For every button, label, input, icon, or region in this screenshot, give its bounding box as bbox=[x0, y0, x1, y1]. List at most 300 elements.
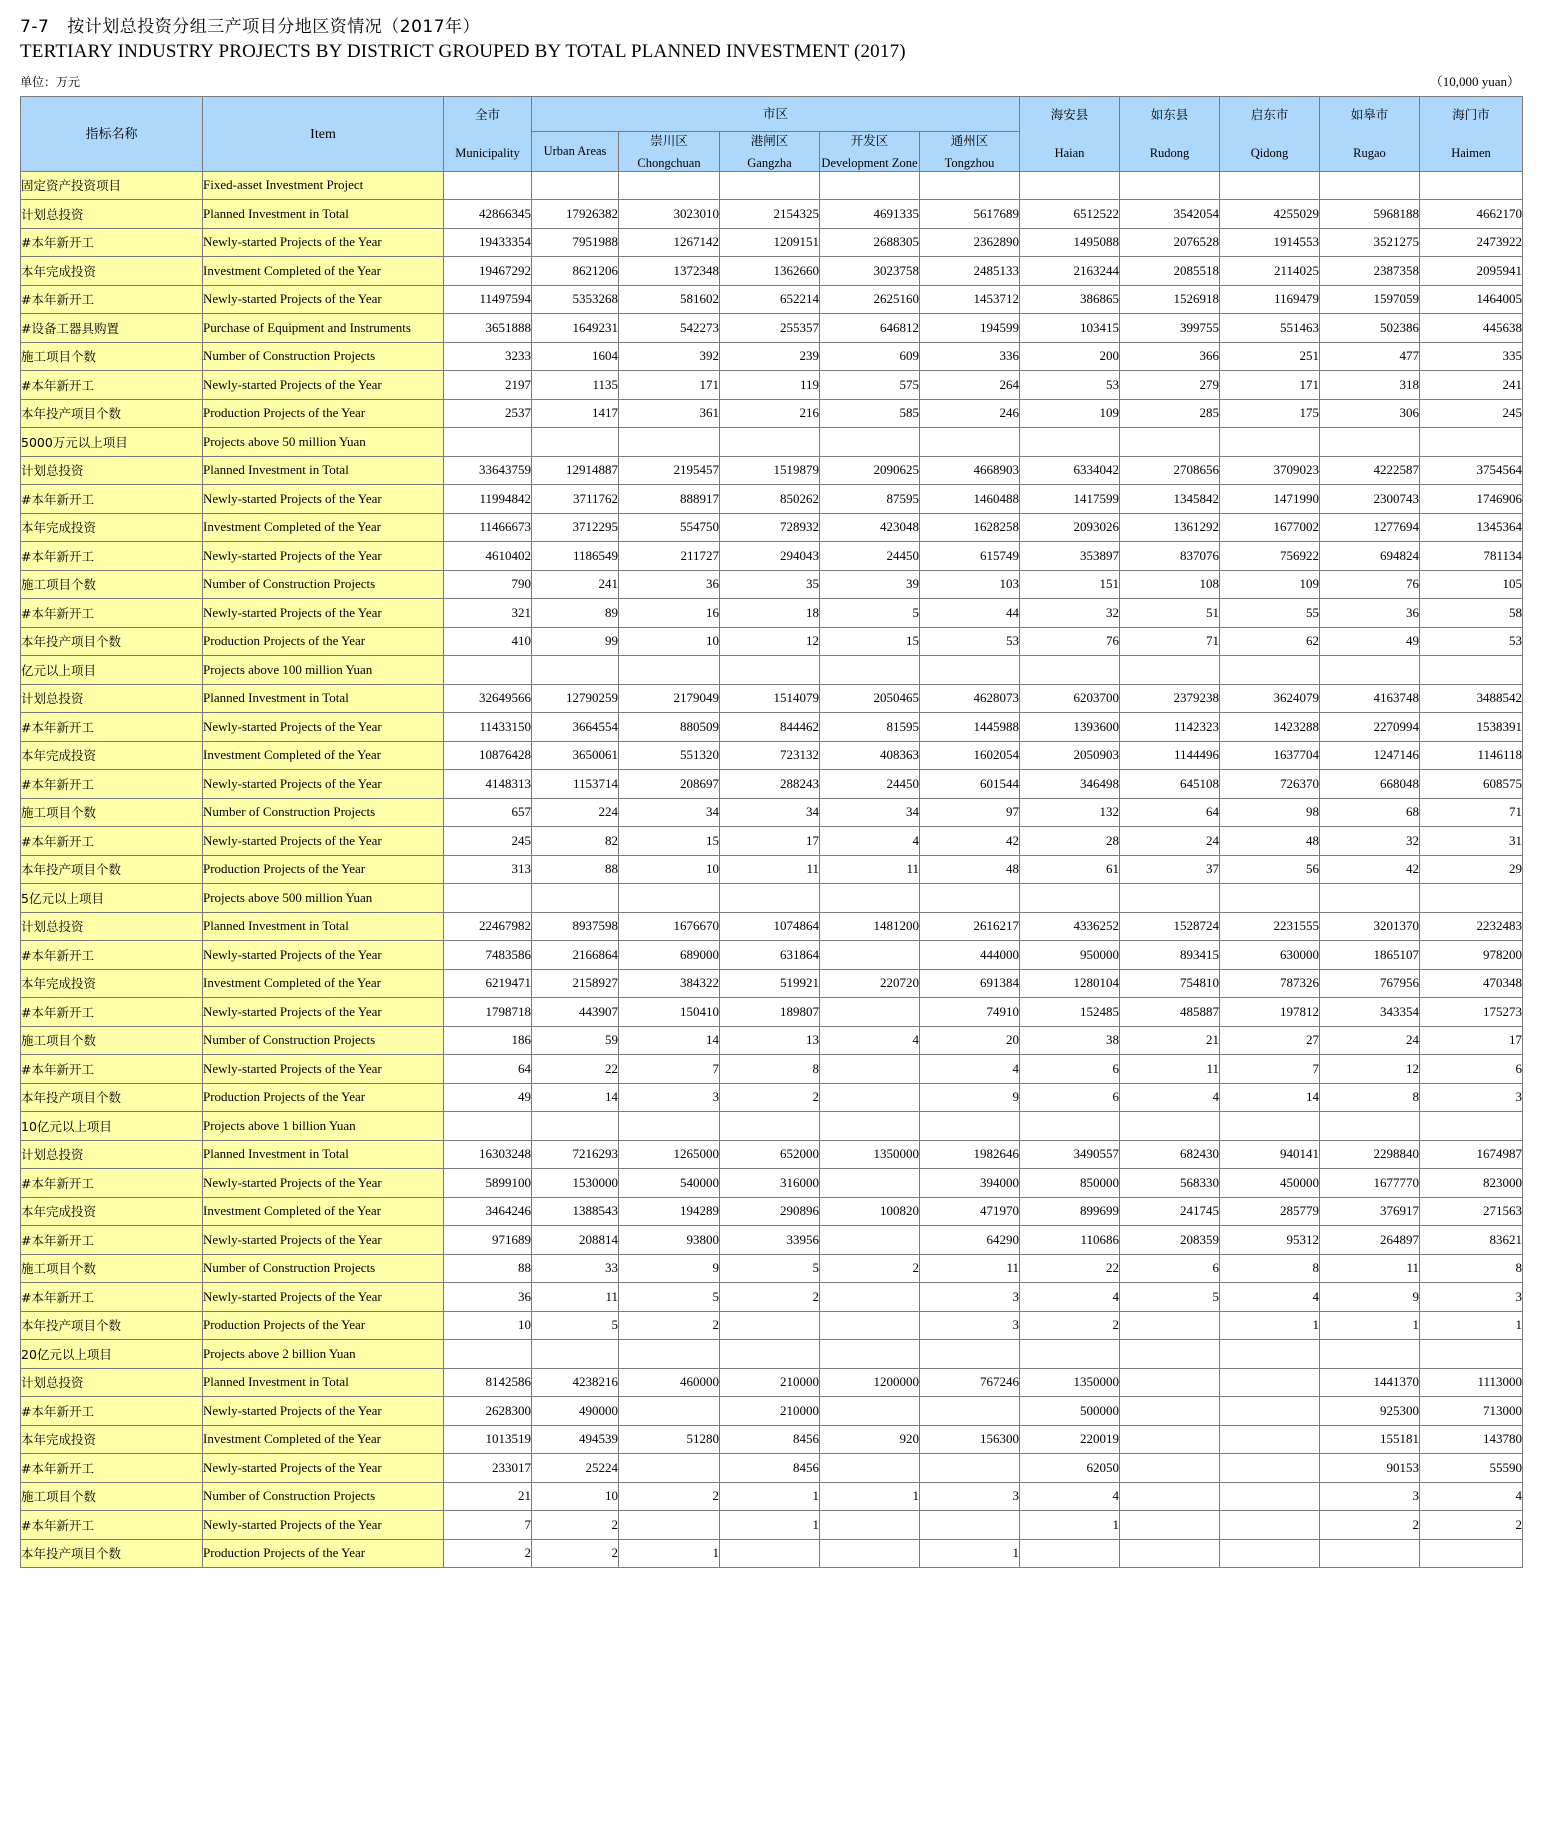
cell-value: 893415 bbox=[1120, 941, 1220, 970]
cell-value: 1345364 bbox=[1420, 513, 1523, 542]
row-label-en: Planned Investment in Total bbox=[203, 684, 444, 713]
cell-value: 3 bbox=[920, 1311, 1020, 1340]
header-col-haian-cn: 海安县 bbox=[1050, 106, 1089, 122]
cell-value: 1441370 bbox=[1320, 1368, 1420, 1397]
cell-value: 5 bbox=[820, 599, 920, 628]
cell-value: 668048 bbox=[1320, 770, 1420, 799]
cell-value: 100820 bbox=[820, 1197, 920, 1226]
row-label-cn: 本年完成投资 bbox=[21, 513, 203, 542]
cell-value: 24 bbox=[1320, 1026, 1420, 1055]
cell-value: 1528724 bbox=[1120, 912, 1220, 941]
row-label-cn: 施工项目个数 bbox=[21, 342, 203, 371]
row-label-cn: #本年新开工 bbox=[21, 1283, 203, 1312]
cell-value: 53 bbox=[1420, 627, 1523, 656]
cell-value bbox=[820, 1539, 920, 1568]
cell-value: 1423288 bbox=[1220, 713, 1320, 742]
cell-value: 646812 bbox=[820, 314, 920, 343]
cell-value: 7 bbox=[444, 1511, 532, 1540]
table-row bbox=[21, 1254, 1523, 1283]
cell-value bbox=[1220, 428, 1320, 457]
cell-value: 1362660 bbox=[720, 257, 820, 286]
cell-value: 335 bbox=[1420, 342, 1523, 371]
cell-value: 1 bbox=[1020, 1511, 1120, 1540]
table-row bbox=[21, 1226, 1523, 1255]
cell-value: 2154325 bbox=[720, 200, 820, 229]
cell-value: 500000 bbox=[1020, 1397, 1120, 1426]
row-label-cn: 本年完成投资 bbox=[21, 1425, 203, 1454]
row-label-cn: 5亿元以上项目 bbox=[21, 884, 203, 913]
cell-value: 7483586 bbox=[444, 941, 532, 970]
cell-value: 1169479 bbox=[1220, 285, 1320, 314]
cell-value: 3712295 bbox=[532, 513, 619, 542]
cell-value: 353897 bbox=[1020, 542, 1120, 571]
cell-value: 1445988 bbox=[920, 713, 1020, 742]
row-label-cn: 本年完成投资 bbox=[21, 257, 203, 286]
table-row bbox=[21, 1454, 1523, 1483]
cell-value: 502386 bbox=[1320, 314, 1420, 343]
cell-value: 4238216 bbox=[532, 1368, 619, 1397]
cell-value: 208359 bbox=[1120, 1226, 1220, 1255]
cell-value bbox=[1320, 884, 1420, 913]
cell-value: 51 bbox=[1120, 599, 1220, 628]
cell-value: 1526918 bbox=[1120, 285, 1220, 314]
cell-value: 2093026 bbox=[1020, 513, 1120, 542]
cell-value: 630000 bbox=[1220, 941, 1320, 970]
cell-value: 76 bbox=[1020, 627, 1120, 656]
cell-value bbox=[1120, 1454, 1220, 1483]
cell-value bbox=[532, 428, 619, 457]
cell-value: 186 bbox=[444, 1026, 532, 1055]
cell-value bbox=[1120, 1539, 1220, 1568]
cell-value: 790 bbox=[444, 570, 532, 599]
row-label-en: Newly-started Projects of the Year bbox=[203, 542, 444, 571]
row-label-en: Production Projects of the Year bbox=[203, 1539, 444, 1568]
cell-value: 1637704 bbox=[1220, 741, 1320, 770]
cell-value: 2 bbox=[1020, 1311, 1120, 1340]
row-label-cn: 本年完成投资 bbox=[21, 1197, 203, 1226]
cell-value: 1113000 bbox=[1420, 1368, 1523, 1397]
cell-value: 11 bbox=[532, 1283, 619, 1312]
cell-value: 3201370 bbox=[1320, 912, 1420, 941]
row-label-en: Production Projects of the Year bbox=[203, 627, 444, 656]
table-row bbox=[21, 513, 1523, 542]
cell-value: 20 bbox=[920, 1026, 1020, 1055]
cell-value: 171 bbox=[619, 371, 720, 400]
cell-value bbox=[1120, 656, 1220, 685]
cell-value: 62 bbox=[1220, 627, 1320, 656]
cell-value bbox=[1220, 1368, 1320, 1397]
table-row bbox=[21, 627, 1523, 656]
table-row bbox=[21, 741, 1523, 770]
cell-value: 1350000 bbox=[1020, 1368, 1120, 1397]
cell-value bbox=[444, 171, 532, 200]
row-label-cn: 施工项目个数 bbox=[21, 570, 203, 599]
cell-value: 15 bbox=[619, 827, 720, 856]
header-group-urban-areas bbox=[532, 97, 1020, 132]
cell-value bbox=[444, 1112, 532, 1141]
cell-value: 9 bbox=[920, 1083, 1020, 1112]
cell-value: 615749 bbox=[920, 542, 1020, 571]
cell-value: 2050903 bbox=[1020, 741, 1120, 770]
cell-value: 1 bbox=[1220, 1311, 1320, 1340]
cell-value: 823000 bbox=[1420, 1169, 1523, 1198]
row-label-cn: #本年新开工 bbox=[21, 228, 203, 257]
row-label-cn: #本年新开工 bbox=[21, 941, 203, 970]
cell-value: 22467982 bbox=[444, 912, 532, 941]
table-header bbox=[21, 97, 1523, 172]
cell-value bbox=[820, 1283, 920, 1312]
cell-value: 12790259 bbox=[532, 684, 619, 713]
cell-value: 1604 bbox=[532, 342, 619, 371]
row-label-en: Projects above 50 million Yuan bbox=[203, 428, 444, 457]
cell-value: 392 bbox=[619, 342, 720, 371]
cell-value bbox=[820, 1454, 920, 1483]
cell-value: 61 bbox=[1020, 855, 1120, 884]
table-row bbox=[21, 969, 1523, 998]
table-row bbox=[21, 1397, 1523, 1426]
cell-value: 64290 bbox=[920, 1226, 1020, 1255]
cell-value bbox=[1320, 1340, 1420, 1369]
cell-value: 3754564 bbox=[1420, 456, 1523, 485]
table-title-cn-text: 按计划总投资分组三产项目分地区资情况（2017年） bbox=[67, 17, 481, 37]
cell-value bbox=[1220, 1511, 1320, 1540]
cell-value: 90153 bbox=[1320, 1454, 1420, 1483]
cell-value: 1982646 bbox=[920, 1140, 1020, 1169]
cell-value: 726370 bbox=[1220, 770, 1320, 799]
cell-value: 1247146 bbox=[1320, 741, 1420, 770]
cell-value: 1372348 bbox=[619, 257, 720, 286]
cell-value: 4336252 bbox=[1020, 912, 1120, 941]
cell-value: 1200000 bbox=[820, 1368, 920, 1397]
cell-value: 601544 bbox=[920, 770, 1020, 799]
cell-value bbox=[820, 1083, 920, 1112]
cell-value bbox=[1020, 1340, 1120, 1369]
table-body bbox=[21, 171, 1523, 1568]
cell-value: 485887 bbox=[1120, 998, 1220, 1027]
table-title-english: TERTIARY INDUSTRY PROJECTS BY DISTRICT GROUPED BY TOTAL PLANNED INVESTMENT (2017) bbox=[20, 41, 906, 62]
cell-value: 17 bbox=[720, 827, 820, 856]
row-label-en: Purchase of Equipment and Instruments bbox=[203, 314, 444, 343]
row-label-cn: 施工项目个数 bbox=[21, 798, 203, 827]
cell-value: 3 bbox=[1420, 1283, 1523, 1312]
row-label-en: Newly-started Projects of the Year bbox=[203, 371, 444, 400]
cell-value bbox=[820, 1055, 920, 1084]
cell-value: 4148313 bbox=[444, 770, 532, 799]
unit-label-en: （10,000 yuan） bbox=[1429, 74, 1520, 89]
cell-value bbox=[920, 171, 1020, 200]
cell-value: 346498 bbox=[1020, 770, 1120, 799]
row-label-en: Newly-started Projects of the Year bbox=[203, 1283, 444, 1312]
cell-value: 150410 bbox=[619, 998, 720, 1027]
cell-value: 18 bbox=[720, 599, 820, 628]
cell-value: 767956 bbox=[1320, 969, 1420, 998]
cell-value: 5353268 bbox=[532, 285, 619, 314]
cell-value bbox=[444, 656, 532, 685]
cell-value: 32 bbox=[1320, 827, 1420, 856]
cell-value: 95312 bbox=[1220, 1226, 1320, 1255]
cell-value: 2 bbox=[532, 1511, 619, 1540]
data-table bbox=[20, 96, 1523, 1568]
cell-value: 89 bbox=[532, 599, 619, 628]
row-label-en: Projects above 1 billion Yuan bbox=[203, 1112, 444, 1141]
cell-value: 1144496 bbox=[1120, 741, 1220, 770]
cell-value: 271563 bbox=[1420, 1197, 1523, 1226]
cell-value: 53 bbox=[1020, 371, 1120, 400]
cell-value: 4 bbox=[820, 827, 920, 856]
cell-value: 285 bbox=[1120, 399, 1220, 428]
cell-value: 9 bbox=[1320, 1283, 1420, 1312]
cell-value: 211727 bbox=[619, 542, 720, 571]
cell-value: 294043 bbox=[720, 542, 820, 571]
cell-value: 4 bbox=[1020, 1482, 1120, 1511]
header-col-municipality bbox=[444, 97, 532, 172]
header-col-rugao-cn: 如皋市 bbox=[1350, 106, 1389, 122]
table-row bbox=[21, 257, 1523, 286]
cell-value: 19467292 bbox=[444, 257, 532, 286]
cell-value: 1 bbox=[619, 1539, 720, 1568]
cell-value: 2076528 bbox=[1120, 228, 1220, 257]
cell-value: 7 bbox=[619, 1055, 720, 1084]
table-title-chinese bbox=[20, 12, 1522, 37]
cell-value: 1 bbox=[1420, 1311, 1523, 1340]
cell-value: 87595 bbox=[820, 485, 920, 514]
table-row bbox=[21, 827, 1523, 856]
cell-value: 689000 bbox=[619, 941, 720, 970]
cell-value: 950000 bbox=[1020, 941, 1120, 970]
cell-value: 1417 bbox=[532, 399, 619, 428]
cell-value: 6334042 bbox=[1020, 456, 1120, 485]
cell-value bbox=[920, 1511, 1020, 1540]
row-label-cn: 计划总投资 bbox=[21, 200, 203, 229]
cell-value: 2300743 bbox=[1320, 485, 1420, 514]
cell-value bbox=[820, 1112, 920, 1141]
cell-value: 2231555 bbox=[1220, 912, 1320, 941]
cell-value bbox=[1120, 1340, 1220, 1369]
cell-value: 925300 bbox=[1320, 1397, 1420, 1426]
cell-value: 2628300 bbox=[444, 1397, 532, 1426]
table-row bbox=[21, 1169, 1523, 1198]
cell-value: 98 bbox=[1220, 798, 1320, 827]
cell-value: 8456 bbox=[720, 1454, 820, 1483]
cell-value: 336 bbox=[920, 342, 1020, 371]
cell-value bbox=[532, 884, 619, 913]
table-row bbox=[21, 1511, 1523, 1540]
cell-value bbox=[820, 1311, 920, 1340]
cell-value: 246 bbox=[920, 399, 1020, 428]
header-col-rugao-en: Rugao bbox=[1353, 145, 1386, 160]
cell-value: 21 bbox=[444, 1482, 532, 1511]
cell-value: 1345842 bbox=[1120, 485, 1220, 514]
cell-value: 241 bbox=[532, 570, 619, 599]
cell-value: 423048 bbox=[820, 513, 920, 542]
cell-value: 1676670 bbox=[619, 912, 720, 941]
cell-value: 5 bbox=[720, 1254, 820, 1283]
cell-value: 12 bbox=[1320, 1055, 1420, 1084]
row-label-en: Newly-started Projects of the Year bbox=[203, 285, 444, 314]
cell-value: 241 bbox=[1420, 371, 1523, 400]
cell-value: 2 bbox=[720, 1083, 820, 1112]
table-row bbox=[21, 713, 1523, 742]
cell-value: 1267142 bbox=[619, 228, 720, 257]
row-label-en: Planned Investment in Total bbox=[203, 456, 444, 485]
cell-value: 14 bbox=[1220, 1083, 1320, 1112]
cell-value: 58 bbox=[1420, 599, 1523, 628]
cell-value: 197812 bbox=[1220, 998, 1320, 1027]
cell-value: 3233 bbox=[444, 342, 532, 371]
row-label-cn: 固定资产投资项目 bbox=[21, 171, 203, 200]
cell-value: 4668903 bbox=[920, 456, 1020, 485]
cell-value bbox=[619, 428, 720, 457]
cell-value bbox=[720, 171, 820, 200]
cell-value: 11994842 bbox=[444, 485, 532, 514]
cell-value: 4628073 bbox=[920, 684, 1020, 713]
header-col-qidong-cn: 启东市 bbox=[1250, 106, 1289, 122]
cell-value bbox=[920, 1112, 1020, 1141]
cell-value: 36 bbox=[619, 570, 720, 599]
cell-value bbox=[1020, 428, 1120, 457]
header-indicator-en-text: Item bbox=[310, 127, 336, 143]
cell-value: 4 bbox=[920, 1055, 1020, 1084]
cell-value: 2179049 bbox=[619, 684, 720, 713]
table-group-row bbox=[21, 656, 1523, 685]
cell-value: 239 bbox=[720, 342, 820, 371]
cell-value: 1464005 bbox=[1420, 285, 1523, 314]
cell-value: 19433354 bbox=[444, 228, 532, 257]
row-label-cn: #本年新开工 bbox=[21, 371, 203, 400]
cell-value bbox=[1320, 171, 1420, 200]
cell-value bbox=[720, 1311, 820, 1340]
cell-value: 1460488 bbox=[920, 485, 1020, 514]
table-row bbox=[21, 1425, 1523, 1454]
row-label-en: Number of Construction Projects bbox=[203, 1026, 444, 1055]
cell-value: 1746906 bbox=[1420, 485, 1523, 514]
cell-value: 542273 bbox=[619, 314, 720, 343]
cell-value: 24450 bbox=[820, 770, 920, 799]
cell-value: 241745 bbox=[1120, 1197, 1220, 1226]
cell-value: 2362890 bbox=[920, 228, 1020, 257]
cell-value: 33643759 bbox=[444, 456, 532, 485]
cell-value: 1597059 bbox=[1320, 285, 1420, 314]
cell-value: 99 bbox=[532, 627, 619, 656]
cell-value: 11466673 bbox=[444, 513, 532, 542]
row-label-cn: 本年投产项目个数 bbox=[21, 855, 203, 884]
cell-value: 64 bbox=[1120, 798, 1220, 827]
row-label-cn: 5000万元以上项目 bbox=[21, 428, 203, 457]
row-label-cn: #本年新开工 bbox=[21, 485, 203, 514]
cell-value: 208697 bbox=[619, 770, 720, 799]
row-label-en: Projects above 500 million Yuan bbox=[203, 884, 444, 913]
cell-value: 34 bbox=[619, 798, 720, 827]
header-col-chongchuan-cn: 崇川区 bbox=[650, 133, 688, 148]
cell-value: 34 bbox=[820, 798, 920, 827]
table-row bbox=[21, 1083, 1523, 1112]
cell-value: 155181 bbox=[1320, 1425, 1420, 1454]
row-label-en: Newly-started Projects of the Year bbox=[203, 599, 444, 628]
table-row bbox=[21, 998, 1523, 1027]
cell-value: 1798718 bbox=[444, 998, 532, 1027]
cell-value bbox=[720, 884, 820, 913]
cell-value: 5 bbox=[532, 1311, 619, 1340]
cell-value: 17 bbox=[1420, 1026, 1523, 1055]
cell-value: 723132 bbox=[720, 741, 820, 770]
cell-value: 1538391 bbox=[1420, 713, 1523, 742]
table-group-row bbox=[21, 428, 1523, 457]
cell-value: 2625160 bbox=[820, 285, 920, 314]
cell-value: 255357 bbox=[720, 314, 820, 343]
cell-value: 2095941 bbox=[1420, 257, 1523, 286]
cell-value: 156300 bbox=[920, 1425, 1020, 1454]
cell-value bbox=[820, 998, 920, 1027]
cell-value: 22 bbox=[532, 1055, 619, 1084]
cell-value: 1393600 bbox=[1020, 713, 1120, 742]
row-label-en: Production Projects of the Year bbox=[203, 1083, 444, 1112]
cell-value: 767246 bbox=[920, 1368, 1020, 1397]
cell-value bbox=[444, 428, 532, 457]
cell-value: 3521275 bbox=[1320, 228, 1420, 257]
cell-value: 11 bbox=[1120, 1055, 1220, 1084]
cell-value: 6203700 bbox=[1020, 684, 1120, 713]
cell-value: 1417599 bbox=[1020, 485, 1120, 514]
cell-value: 471970 bbox=[920, 1197, 1020, 1226]
cell-value bbox=[820, 1226, 920, 1255]
cell-value: 1280104 bbox=[1020, 969, 1120, 998]
cell-value: 38 bbox=[1020, 1026, 1120, 1055]
cell-value: 2 bbox=[1420, 1511, 1523, 1540]
header-col-gangzha bbox=[720, 132, 820, 172]
cell-value: 366 bbox=[1120, 342, 1220, 371]
row-label-en: Planned Investment in Total bbox=[203, 1140, 444, 1169]
cell-value: 51280 bbox=[619, 1425, 720, 1454]
row-label-cn: #本年新开工 bbox=[21, 1226, 203, 1255]
cell-value: 657 bbox=[444, 798, 532, 827]
cell-value bbox=[1420, 171, 1523, 200]
row-label-en: Newly-started Projects of the Year bbox=[203, 1454, 444, 1483]
cell-value bbox=[619, 656, 720, 685]
table-group-row bbox=[21, 171, 1523, 200]
row-label-cn: 施工项目个数 bbox=[21, 1482, 203, 1511]
cell-value: 3664554 bbox=[532, 713, 619, 742]
cell-value bbox=[1020, 656, 1120, 685]
header-col-haian-en: Haian bbox=[1054, 145, 1085, 160]
header-col-rudong-cn: 如东县 bbox=[1150, 106, 1189, 122]
cell-value: 24 bbox=[1120, 827, 1220, 856]
cell-value: 81595 bbox=[820, 713, 920, 742]
cell-value: 1013519 bbox=[444, 1425, 532, 1454]
row-label-cn: 本年完成投资 bbox=[21, 741, 203, 770]
cell-value: 1153714 bbox=[532, 770, 619, 799]
cell-value: 56 bbox=[1220, 855, 1320, 884]
cell-value: 6 bbox=[1420, 1055, 1523, 1084]
cell-value: 2090625 bbox=[820, 456, 920, 485]
cell-value: 445638 bbox=[1420, 314, 1523, 343]
header-col-municipality-en: Municipality bbox=[455, 145, 520, 160]
cell-value: 97 bbox=[920, 798, 1020, 827]
cell-value: 210000 bbox=[720, 1397, 820, 1426]
cell-value bbox=[1420, 656, 1523, 685]
table-row bbox=[21, 456, 1523, 485]
cell-value bbox=[820, 171, 920, 200]
table-row bbox=[21, 941, 1523, 970]
cell-value: 376917 bbox=[1320, 1197, 1420, 1226]
cell-value bbox=[1320, 428, 1420, 457]
cell-value: 978200 bbox=[1420, 941, 1523, 970]
cell-value: 55 bbox=[1220, 599, 1320, 628]
cell-value: 1453712 bbox=[920, 285, 1020, 314]
header-col-gangzha-en: Gangzha bbox=[747, 156, 792, 171]
cell-value: 361 bbox=[619, 399, 720, 428]
cell-value bbox=[1120, 1425, 1220, 1454]
cell-value bbox=[920, 884, 1020, 913]
